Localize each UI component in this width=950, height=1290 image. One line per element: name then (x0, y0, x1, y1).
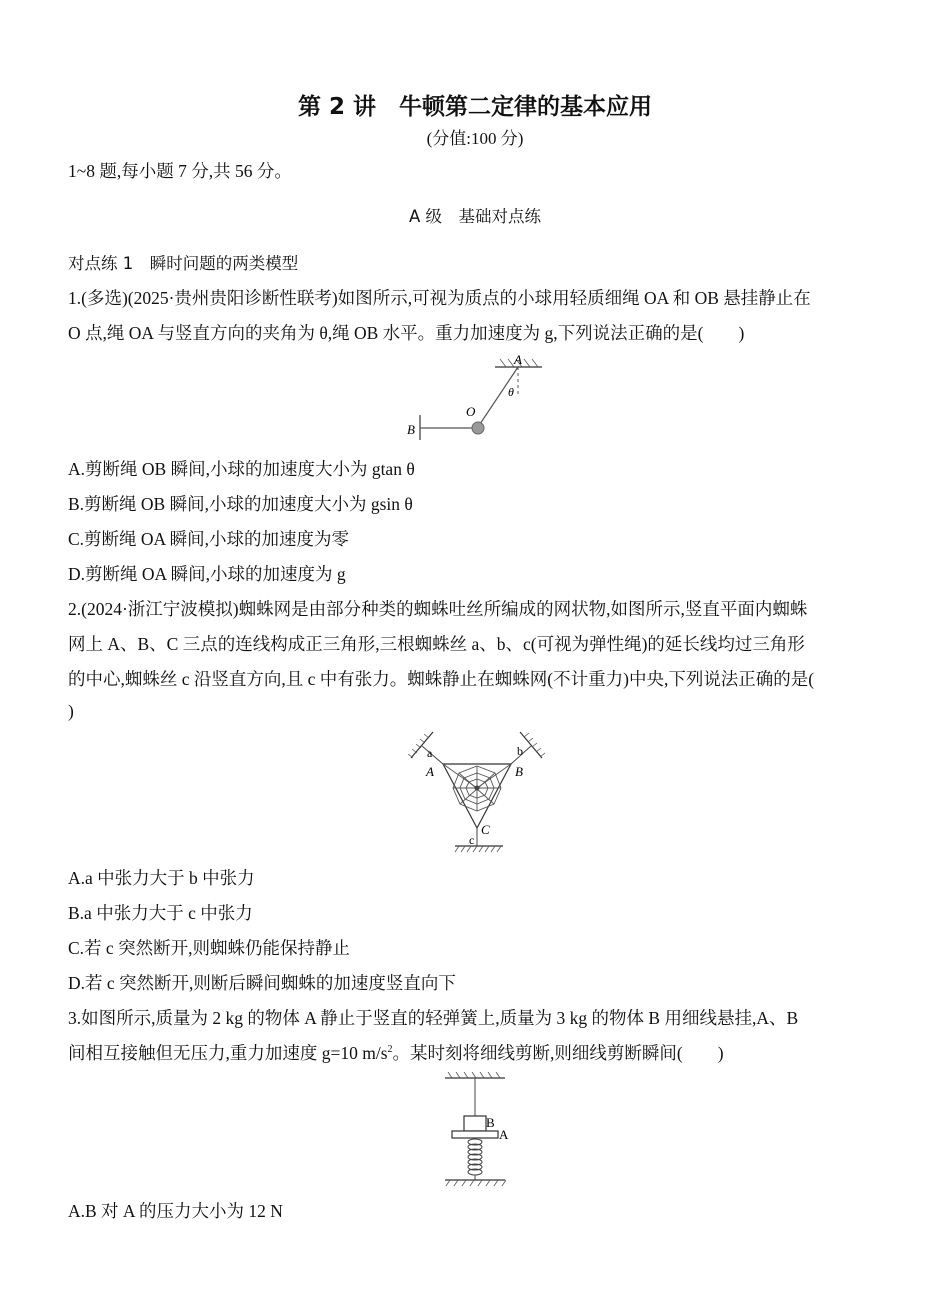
intro-text: 1~8 题,每小题 7 分,共 56 分。 (68, 161, 292, 181)
q3-stem-line-2-start: 间相互接触但无压力,重力加速度 g=10 m/s (68, 1043, 388, 1063)
q2-label-thread-b: b (517, 744, 523, 758)
q2-stem-line-4: ) (68, 701, 74, 721)
q2-label-point-c: C (481, 822, 490, 837)
q3-option-a: A.B 对 A 的压力大小为 12 N (68, 1201, 283, 1221)
q2-figure (405, 728, 550, 856)
q2-label-point-a: A (426, 764, 434, 779)
score-note: (分值:100 分) (426, 129, 524, 148)
q3-label-b: B (486, 1115, 495, 1130)
q3-label-a: A (499, 1127, 509, 1142)
q1-stem-line-2: O 点,绳 OA 与竖直方向的夹角为 θ,绳 OB 水平。重力加速度为 g,下列说法正确的是( ) (68, 323, 745, 343)
q2-label-point-b: B (515, 764, 523, 779)
q3-stem-line-1: 3.如图所示,质量为 2 kg 的物体 A 静止于竖直的轻弹簧上,质量为 3 kg 的物体 B 用细线悬挂,A、B (68, 1008, 799, 1028)
q1-option-d: D.剪断绳 OA 瞬间,小球的加速度为 g (68, 564, 346, 584)
q1-label-b: B (407, 422, 415, 437)
q3-stem-line-2 (68, 1040, 724, 1065)
q1-option-c: C.剪断绳 OA 瞬间,小球的加速度为零 (68, 529, 349, 549)
q1-stem-line-1: 1.(多选)(2025·贵州贵阳诊断性联考)如图所示,可视为质点的小球用轻质细绳 OA 和 OB 悬挂静止在 (68, 288, 811, 308)
level-title: A 级 基础对点练 (408, 207, 542, 226)
q1-option-a: A.剪断绳 OB 瞬间,小球的加速度大小为 gtan θ (68, 459, 415, 479)
q2-option-c: C.若 c 突然断开,则蜘蛛仍能保持静止 (68, 938, 350, 958)
q1-label-a: A (514, 352, 522, 367)
page-title: 第 2 讲 牛顿第二定律的基本应用 (297, 94, 653, 120)
q2-label-thread-c: c (469, 833, 475, 847)
section-title: 对点练 1 瞬时问题的两类模型 (68, 254, 299, 273)
q1-label-o: O (466, 404, 476, 419)
q2-stem-line-3: 的中心,蜘蛛丝 c 沿竖直方向,且 c 中有张力。蜘蛛静止在蜘蛛网(不计重力)中央,下列说法正确的是( (68, 669, 815, 689)
q2-option-a: A.a 中张力大于 b 中张力 (68, 868, 255, 888)
q3-figure (440, 1070, 530, 1190)
q1-label-theta: θ (508, 385, 514, 399)
q2-option-d: D.若 c 突然断开,则断后瞬间蜘蛛的加速度竖直向下 (68, 973, 456, 993)
q3-stem-line-2-end: 。某时刻将细线剪断,则细线剪断瞬间( ) (392, 1043, 724, 1063)
q1-option-b: B.剪断绳 OB 瞬间,小球的加速度大小为 gsin θ (68, 494, 413, 514)
q2-label-thread-a: a (427, 746, 433, 760)
q1-figure (400, 345, 560, 445)
q2-stem-line-1: 2.(2024·浙江宁波模拟)蜘蛛网是由部分种类的蜘蛛吐丝所编成的网状物,如图所示,竖直平面内蜘蛛 (68, 599, 808, 619)
q3-unit-superscript: 2 (387, 1044, 393, 1056)
q2-option-b: B.a 中张力大于 c 中张力 (68, 903, 253, 923)
q2-stem-line-2: 网上 A、B、C 三点的连线构成正三角形,三根蜘蛛丝 a、b、c(可视为弹性绳)的延长线均过三角形 (68, 634, 805, 654)
